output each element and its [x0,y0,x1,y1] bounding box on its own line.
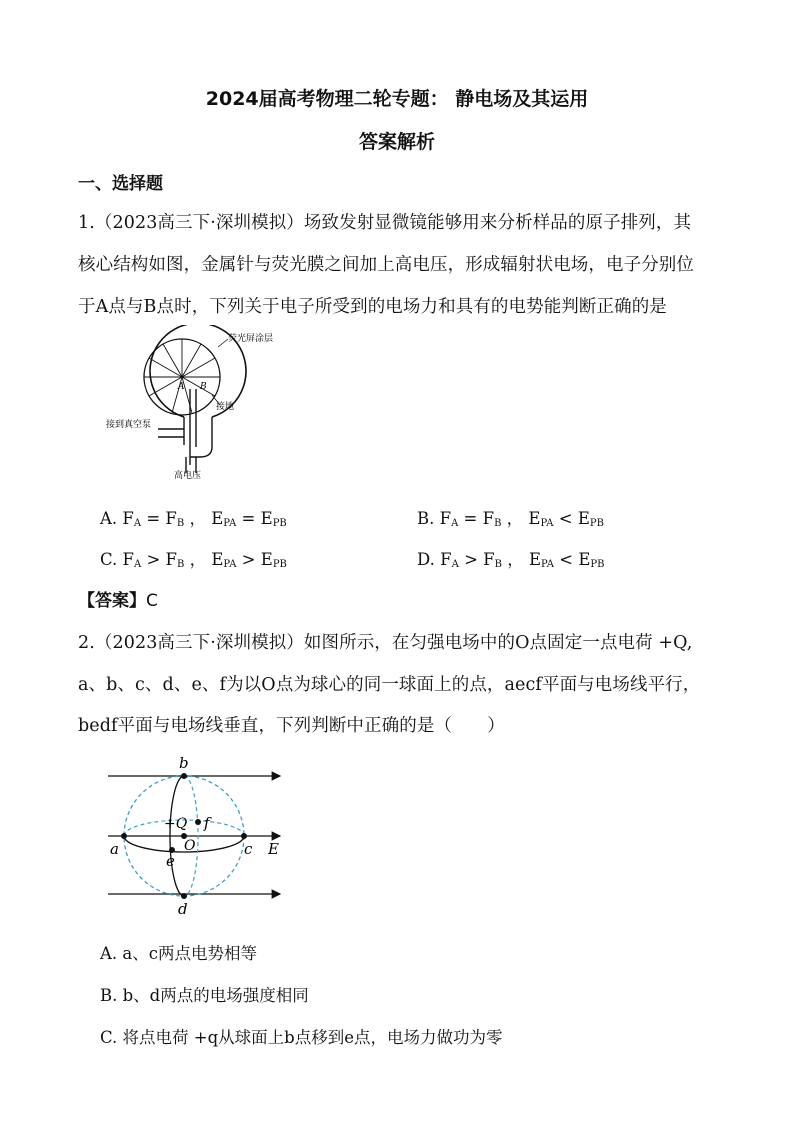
question-2-line-1: 2.（2023高三下·深圳模拟）如图所示，在匀强电场中的O点固定一点电荷 +Q, [78,633,693,653]
label-b: B [200,382,207,392]
label-a: A [178,382,185,392]
label-e: e [166,852,175,870]
answer [78,586,158,611]
label-plus-q: +Q [164,816,188,832]
label-a: a [110,840,119,858]
label-f: f [204,814,210,832]
question-2-line-2: a、b、c、d、e、f为以O点为球心的同一球面上的点，aecf平面与电场线平行， [78,675,701,695]
question-1-line-1: 1.（2023高三下·深圳模拟）场致发射显微镜能够用来分析样品的原子排列，其 [78,213,692,233]
label-o: O [184,838,196,854]
label-d: d [178,900,188,918]
option-c[interactable]: C. $F_A > F_B$ ， $E_{PA} > E_{PB}$ [100,550,287,570]
page-title: 2024届高考物理二轮专题： 静电场及其运用 [205,88,589,110]
option-b[interactable]: B. $F_A = F_B$ ， $E_{PA} < E_{PB}$ [417,509,604,529]
question-2-line-3: bedf平面与电场线垂直，下列判断中正确的是（ ） [78,716,505,736]
question-1-line-2: 核心结构如图，金属针与荧光膜之间加上高电压，形成辐射状电场，电子分别位 [78,255,694,275]
label-c: c [244,840,253,858]
q2-option-c[interactable]: C. 将点电荷 +q从球面上b点移到e点，电场力做功为零 [100,1028,503,1047]
section-heading: 一、选择题 [78,174,163,194]
answer-label: 【答案】 [78,591,146,611]
label-ground: 接地 [216,402,235,412]
label-coating: 荧光屏涂层 [228,334,274,344]
question-1-line-3: 于A点与B点时，下列关于电子所受到的电场力和具有的电势能判断正确的是 [78,297,667,317]
page-subtitle: 答案解析 [358,131,435,153]
q2-option-a[interactable]: A. a、c两点电势相等 [100,944,257,963]
label-b: b [179,754,189,772]
label-vacuum: 接到真空泵 [106,420,152,430]
field-emission-microscope-figure [100,325,300,485]
label-voltage: 高电压 [174,471,202,481]
answer-value: C [146,591,158,611]
sphere-field-figure [100,750,300,920]
q2-option-b[interactable]: B. b、d两点的电场强度相同 [100,986,309,1005]
option-d[interactable]: D. $F_A > F_B$ ， $E_{PA} < E_{PB}$ [417,550,605,570]
label-field-e: E [268,840,279,858]
option-a[interactable]: A. $F_A = F_B$ ， $E_{PA} = E_{PB}$ [100,509,287,529]
